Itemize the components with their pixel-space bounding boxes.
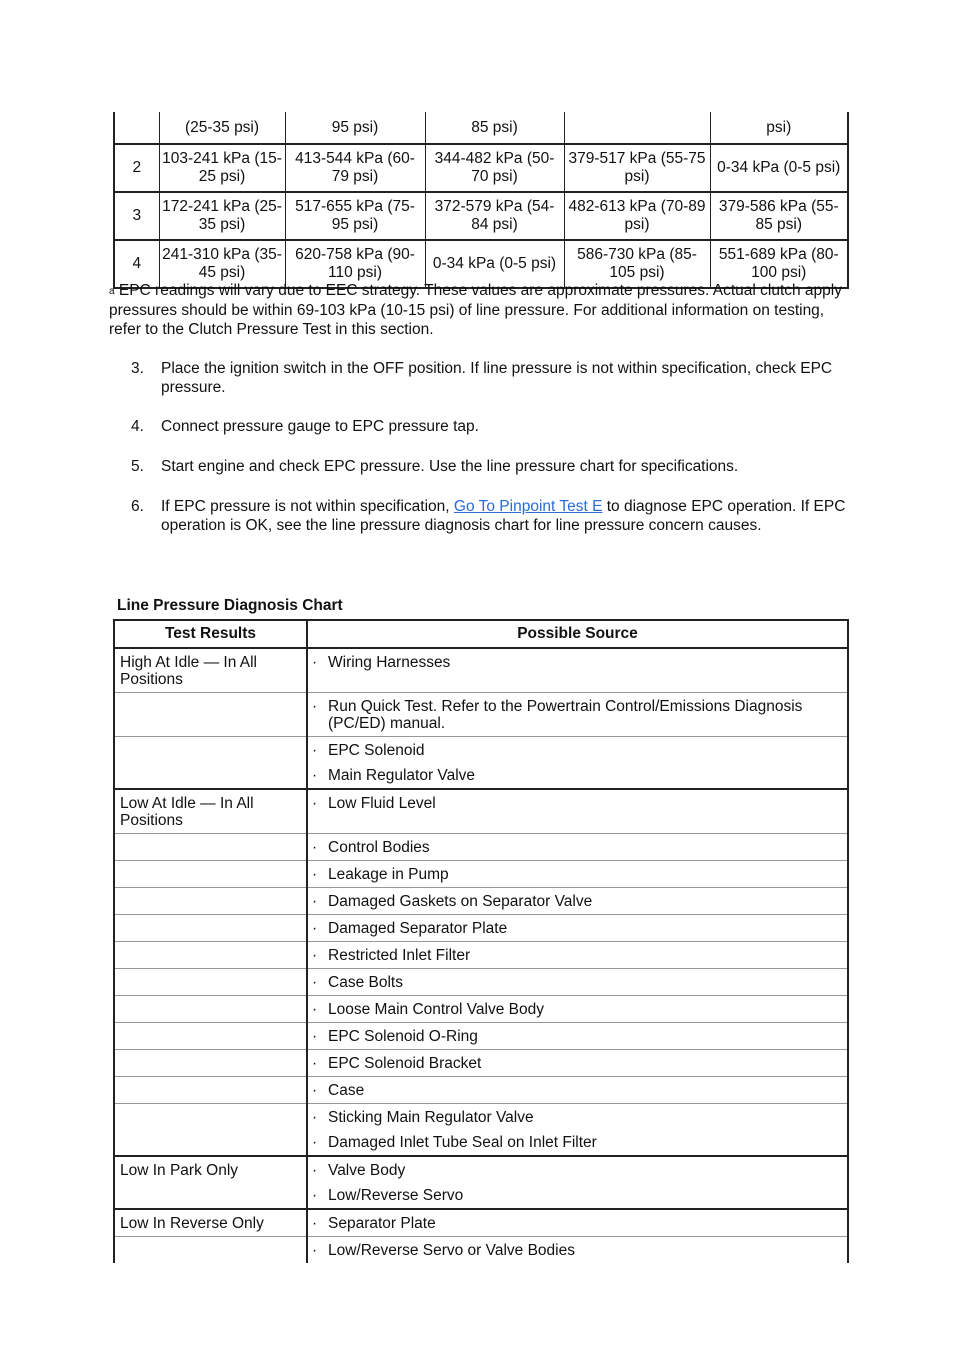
- table-row: [114, 789, 848, 834]
- source-text: Low Fluid Level: [328, 795, 436, 812]
- pressure-cell: 551-689 kPa (80-100 psi): [710, 240, 848, 288]
- source-text: Separator Plate: [328, 1215, 436, 1232]
- list-item: [312, 698, 843, 732]
- source-text: Damaged Inlet Tube Seal on Inlet Filter: [328, 1134, 597, 1151]
- source-text: Low/Reverse Servo: [328, 1187, 464, 1204]
- table-row: [114, 648, 848, 693]
- test-result: Low In Reverse Only: [120, 1215, 264, 1232]
- pressure-cell: [564, 112, 710, 144]
- possible-source-cell: [307, 942, 848, 969]
- possible-source-cell: [307, 834, 848, 861]
- list-item: [312, 1215, 843, 1232]
- step-number: 6.: [131, 498, 144, 515]
- test-result: Low At Idle — In All Positions: [120, 795, 254, 829]
- possible-source-cell: [307, 888, 848, 915]
- source-text: Control Bodies: [328, 839, 430, 856]
- chart-title: Line Pressure Diagnosis Chart: [117, 597, 343, 614]
- pressure-table: [113, 112, 849, 289]
- test-result-cell: [114, 996, 307, 1023]
- list-item: [312, 795, 843, 812]
- pressure-row: [114, 144, 848, 192]
- test-result: [115, 1050, 306, 1059]
- source-text: Sticking Main Regulator Valve: [328, 1109, 534, 1126]
- test-result-cell: [114, 942, 307, 969]
- pressure-cell: 0-34 kPa (0-5 psi): [710, 144, 848, 192]
- bullet: ·: [312, 1215, 318, 1232]
- test-result: [115, 693, 306, 702]
- bullet: ·: [312, 1001, 318, 1018]
- pressure-cell: 586-730 kPa (85-105 psi): [564, 240, 710, 288]
- test-result: [115, 996, 306, 1005]
- test-result-cell: [114, 1077, 307, 1104]
- source-text: Valve Body: [328, 1162, 406, 1179]
- pressure-cell: 482-613 kPa (70-89 psi): [564, 192, 710, 240]
- test-result: [115, 1237, 306, 1246]
- bullet: ·: [312, 920, 318, 937]
- step-text: Start engine and check EPC pressure. Use the line pressure chart for specifications.: [161, 458, 739, 475]
- test-result: [115, 737, 306, 746]
- gear-cell: 3: [114, 192, 159, 240]
- test-result: [115, 1104, 306, 1113]
- test-result-cell: [114, 1209, 307, 1237]
- test-result-cell: [114, 1156, 307, 1209]
- possible-source-cell: [307, 693, 848, 737]
- header-test-results: Test Results: [114, 620, 307, 648]
- list-item: [312, 742, 843, 759]
- list-item: [312, 839, 843, 856]
- pressure-cell: 172-241 kPa (25-35 psi): [159, 192, 285, 240]
- list-item: [312, 974, 843, 991]
- test-result-cell: [114, 1023, 307, 1050]
- pressure-cell: 379-586 kPa (55-85 psi): [710, 192, 848, 240]
- bullet: ·: [312, 698, 318, 715]
- possible-source-cell: [307, 861, 848, 888]
- possible-source-cell: [307, 1050, 848, 1077]
- possible-source-cell: [307, 1209, 848, 1237]
- gear-cell: [114, 112, 159, 144]
- pressure-row: [114, 112, 848, 144]
- bullet: ·: [312, 1187, 318, 1204]
- pressure-cell: 413-544 kPa (60-79 psi): [285, 144, 425, 192]
- list-item: [312, 866, 843, 883]
- list-item: [312, 1001, 843, 1018]
- table-row: [114, 1209, 848, 1237]
- table-row: [114, 693, 848, 737]
- bullet: ·: [312, 1109, 318, 1126]
- list-item: [312, 1187, 843, 1204]
- bullet: ·: [312, 654, 318, 671]
- step-number: 4.: [131, 418, 144, 435]
- footnote-text: EPC readings will vary due to EEC strategy. These values are approximate pressures. Actual clutch apply pressures should be within 69-103 kPa (10-15 psi) of line pressure. For additional information on testing, refer to the Clutch Pressure Test in this section.: [109, 282, 842, 338]
- source-text: Damaged Separator Plate: [328, 920, 508, 937]
- footnote-marker: a: [109, 286, 115, 297]
- pressure-cell: psi): [710, 112, 848, 144]
- list-item: [312, 1134, 843, 1151]
- test-result: [115, 1023, 306, 1032]
- test-result-cell: [114, 888, 307, 915]
- test-result: [115, 1077, 306, 1086]
- bullet: ·: [312, 839, 318, 856]
- test-result: [115, 969, 306, 978]
- source-text: Main Regulator Valve: [328, 767, 476, 784]
- pinpoint-test-e-link[interactable]: Go To Pinpoint Test E: [453, 498, 603, 515]
- list-item: [312, 920, 843, 937]
- possible-source-cell: [307, 969, 848, 996]
- test-result: [115, 861, 306, 870]
- source-text: Damaged Gaskets on Separator Valve: [328, 893, 593, 910]
- list-item: [312, 1028, 843, 1045]
- pressure-cell: 517-655 kPa (75-95 psi): [285, 192, 425, 240]
- source-text: Low/Reverse Servo or Valve Bodies: [328, 1242, 575, 1259]
- table-row: [114, 1237, 848, 1264]
- test-result-cell: [114, 693, 307, 737]
- list-item: [312, 1109, 843, 1126]
- pressure-cell: 85 psi): [425, 112, 564, 144]
- pressure-cell: 0-34 kPa (0-5 psi): [425, 240, 564, 288]
- source-text: Wiring Harnesses: [328, 654, 451, 671]
- test-result: [115, 834, 306, 843]
- possible-source-cell: [307, 1023, 848, 1050]
- test-result-cell: [114, 834, 307, 861]
- pressure-cell: (25-35 psi): [159, 112, 285, 144]
- table-row: [114, 1050, 848, 1077]
- test-result-cell: [114, 737, 307, 790]
- source-text: Case: [328, 1082, 365, 1099]
- bullet: ·: [312, 1028, 318, 1045]
- bullet: ·: [312, 947, 318, 964]
- source-text: Leakage in Pump: [328, 866, 449, 883]
- bullet: ·: [312, 1134, 318, 1151]
- list-item: [312, 767, 843, 784]
- test-result-cell: [114, 861, 307, 888]
- pressure-cell: 344-482 kPa (50-70 psi): [425, 144, 564, 192]
- source-text: Restricted Inlet Filter: [328, 947, 471, 964]
- source-text: Case Bolts: [328, 974, 403, 991]
- table-row: [114, 1104, 848, 1157]
- test-result-cell: [114, 789, 307, 834]
- table-row: [114, 969, 848, 996]
- bullet: ·: [312, 1055, 318, 1072]
- pressure-cell: 620-758 kPa (90-110 psi): [285, 240, 425, 288]
- list-item: [312, 1242, 843, 1259]
- header-possible-source: Possible Source: [307, 620, 848, 648]
- possible-source-cell: [307, 789, 848, 834]
- step-text: Place the ignition switch in the OFF position. If line pressure is not within specification, check EPC pressure.: [161, 360, 833, 396]
- test-result-cell: [114, 915, 307, 942]
- table-row: [114, 1077, 848, 1104]
- test-result: [115, 915, 306, 924]
- pressure-row: [114, 192, 848, 240]
- possible-source-cell: [307, 737, 848, 790]
- test-result: High At Idle — In All Positions: [120, 654, 257, 688]
- line-pressure-diagnosis-table: [113, 619, 849, 1263]
- possible-source-cell: [307, 648, 848, 693]
- footnote: [109, 281, 849, 340]
- test-result: [115, 942, 306, 951]
- test-result-cell: [114, 1237, 307, 1264]
- bullet: ·: [312, 1242, 318, 1259]
- possible-source-cell: [307, 1077, 848, 1104]
- pressure-cell: 379-517 kPa (55-75 psi): [564, 144, 710, 192]
- table-row: [114, 737, 848, 790]
- pressure-cell: 103-241 kPa (15-25 psi): [159, 144, 285, 192]
- list-item: [312, 1162, 843, 1179]
- step-number: 5.: [131, 458, 144, 475]
- step-number: 3.: [131, 360, 144, 377]
- possible-source-cell: [307, 996, 848, 1023]
- table-row: [114, 861, 848, 888]
- possible-source-cell: [307, 1237, 848, 1264]
- test-result-cell: [114, 1104, 307, 1157]
- table-row: [114, 1023, 848, 1050]
- bullet: ·: [312, 1162, 318, 1179]
- bullet: ·: [312, 742, 318, 759]
- pressure-cell: 372-579 kPa (54-84 psi): [425, 192, 564, 240]
- bullet: ·: [312, 795, 318, 812]
- step-text: Connect pressure gauge to EPC pressure tap.: [161, 418, 479, 435]
- possible-source-cell: [307, 915, 848, 942]
- list-item: [312, 1082, 843, 1099]
- source-text: EPC Solenoid Bracket: [328, 1055, 482, 1072]
- bullet: ·: [312, 893, 318, 910]
- test-result-cell: [114, 1050, 307, 1077]
- pressure-cell: 241-310 kPa (35-45 psi): [159, 240, 285, 288]
- bullet: ·: [312, 767, 318, 784]
- pressure-cell: 95 psi): [285, 112, 425, 144]
- source-text: Loose Main Control Valve Body: [328, 1001, 544, 1018]
- source-text: EPC Solenoid O-Ring: [328, 1028, 478, 1045]
- bullet: ·: [312, 1082, 318, 1099]
- table-row: [114, 1156, 848, 1209]
- table-row: [114, 834, 848, 861]
- bullet: ·: [312, 866, 318, 883]
- step-text: If EPC pressure is not within specification, Go To Pinpoint Test E to diagnose EPC operation. If EPC operation is OK, see the line pressure diagnosis chart for line pressure concern causes.: [161, 498, 846, 534]
- gear-cell: 2: [114, 144, 159, 192]
- list-item: [312, 654, 843, 671]
- source-text: EPC Solenoid: [328, 742, 425, 759]
- table-row: [114, 996, 848, 1023]
- gear-cell: 4: [114, 240, 159, 288]
- list-item: [312, 947, 843, 964]
- test-result: [115, 888, 306, 897]
- table-row: [114, 888, 848, 915]
- possible-source-cell: [307, 1156, 848, 1209]
- table-row: [114, 915, 848, 942]
- list-item: [312, 893, 843, 910]
- test-result-cell: [114, 969, 307, 996]
- test-result-cell: [114, 648, 307, 693]
- test-result: Low In Park Only: [120, 1162, 239, 1179]
- bullet: ·: [312, 974, 318, 991]
- list-item: [312, 1055, 843, 1072]
- possible-source-cell: [307, 1104, 848, 1157]
- table-row: [114, 942, 848, 969]
- source-text: Run Quick Test. Refer to the Powertrain Control/Emissions Diagnosis (PC/ED) manual.: [328, 698, 803, 732]
